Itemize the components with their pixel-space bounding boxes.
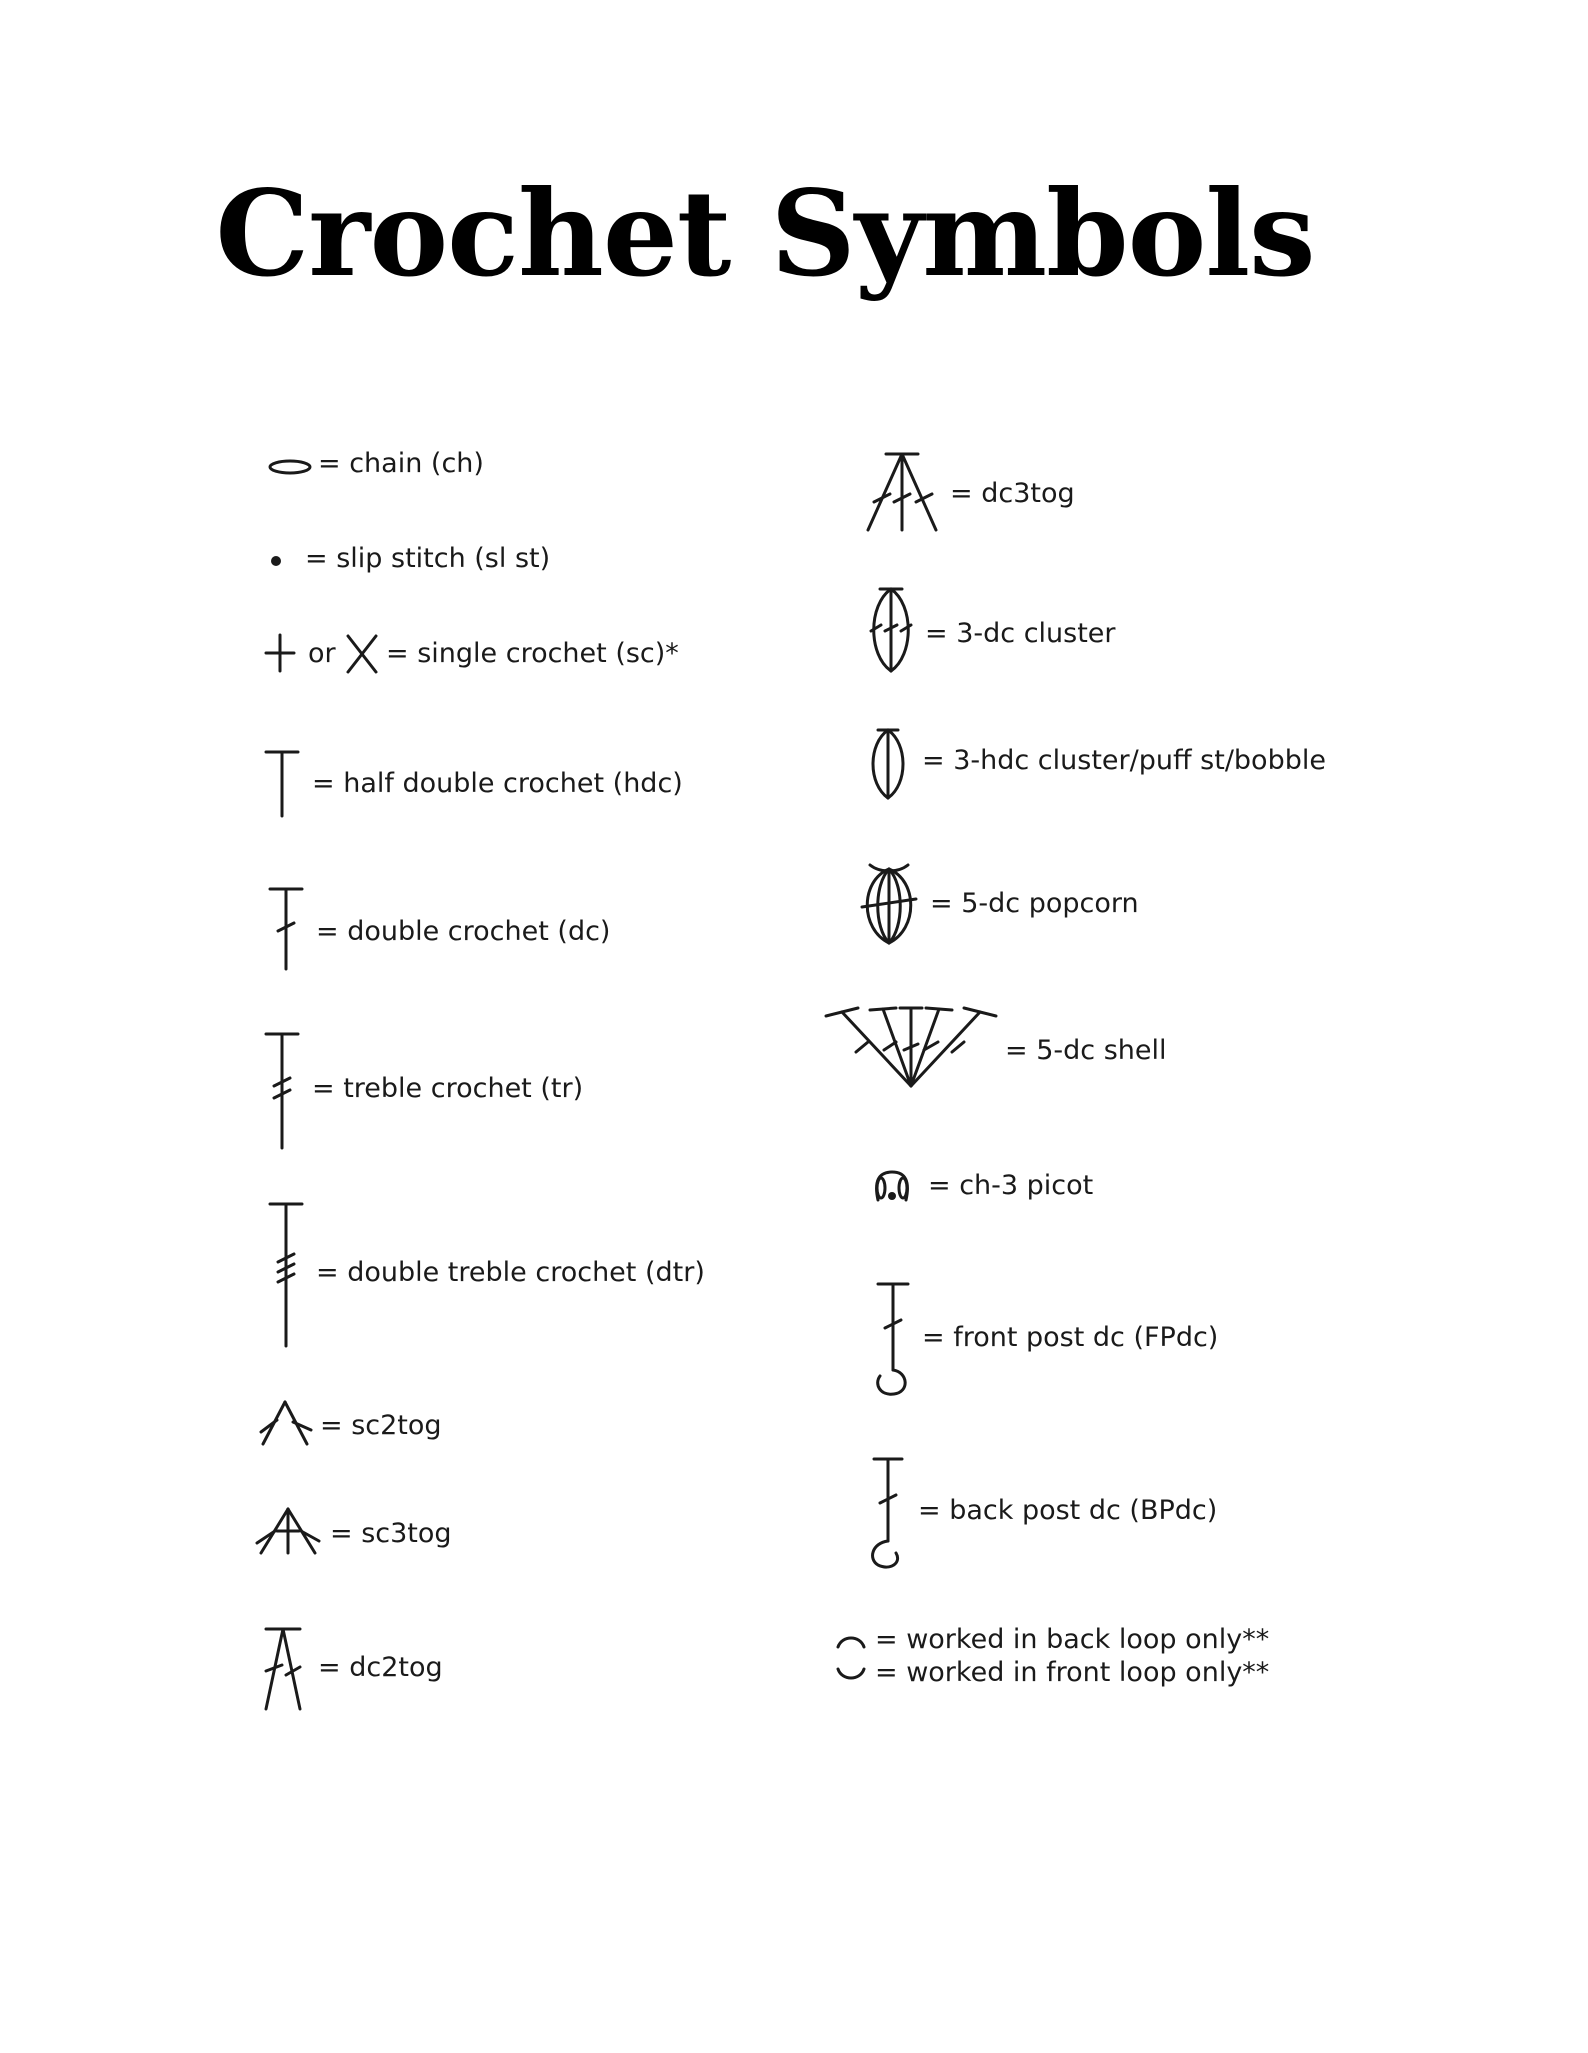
three-dc-cluster-icon	[866, 585, 916, 675]
hdc-label: = half double crochet (hdc)	[312, 768, 683, 799]
3hdc-cluster-label: = 3-hdc cluster/puff st/bobble	[922, 745, 1326, 776]
3dc-cluster-label: = 3-dc cluster	[925, 618, 1116, 649]
treble-label: = treble crochet (tr)	[312, 1073, 584, 1104]
sc3tog-label: = sc3tog	[330, 1518, 452, 1549]
single-crochet-or: or	[308, 638, 336, 669]
back-post-dc-icon	[864, 1455, 914, 1573]
back-loop-label: = worked in back loop only**	[875, 1624, 1270, 1655]
dc3tog-label: = dc3tog	[950, 478, 1075, 509]
double-treble-crochet-icon	[266, 1200, 306, 1350]
back-loop-icon	[834, 1632, 868, 1650]
single-crochet-label: = single crochet (sc)*	[386, 638, 679, 669]
dc3tog-icon	[862, 450, 942, 535]
sc3tog-icon	[253, 1505, 323, 1557]
popcorn-label: = 5-dc popcorn	[930, 888, 1139, 919]
front-loop-label: = worked in front loop only**	[875, 1657, 1270, 1688]
sc2tog-icon	[255, 1398, 315, 1448]
shell-label: = 5-dc shell	[1005, 1035, 1167, 1066]
sc2tog-label: = sc2tog	[320, 1410, 442, 1441]
slip-stitch-label: = slip stitch (sl st)	[305, 543, 551, 574]
dc-label: = double crochet (dc)	[316, 916, 611, 947]
picot-icon	[870, 1166, 914, 1206]
back-post-dc-label: = back post dc (BPdc)	[918, 1495, 1218, 1526]
page-title: Crochet Symbols	[215, 164, 1315, 303]
half-double-crochet-icon	[262, 748, 302, 820]
chain-icon	[265, 455, 315, 479]
treble-crochet-icon	[262, 1030, 302, 1152]
three-hdc-cluster-icon	[866, 726, 910, 802]
dc2tog-icon	[258, 1625, 308, 1713]
slip-stitch-icon	[268, 553, 284, 569]
chain-label: = chain (ch)	[318, 448, 484, 479]
front-post-dc-icon	[868, 1280, 918, 1400]
dtr-label: = double treble crochet (dtr)	[316, 1257, 705, 1288]
front-loop-icon	[834, 1666, 868, 1684]
popcorn-icon	[856, 855, 922, 947]
shell-icon	[820, 1002, 1002, 1092]
single-crochet-icon	[263, 632, 297, 674]
single-crochet-x-icon	[343, 632, 381, 676]
dc2tog-label: = dc2tog	[318, 1652, 443, 1683]
double-crochet-icon	[266, 885, 306, 973]
front-post-dc-label: = front post dc (FPdc)	[922, 1322, 1219, 1353]
picot-label: = ch-3 picot	[928, 1170, 1094, 1201]
